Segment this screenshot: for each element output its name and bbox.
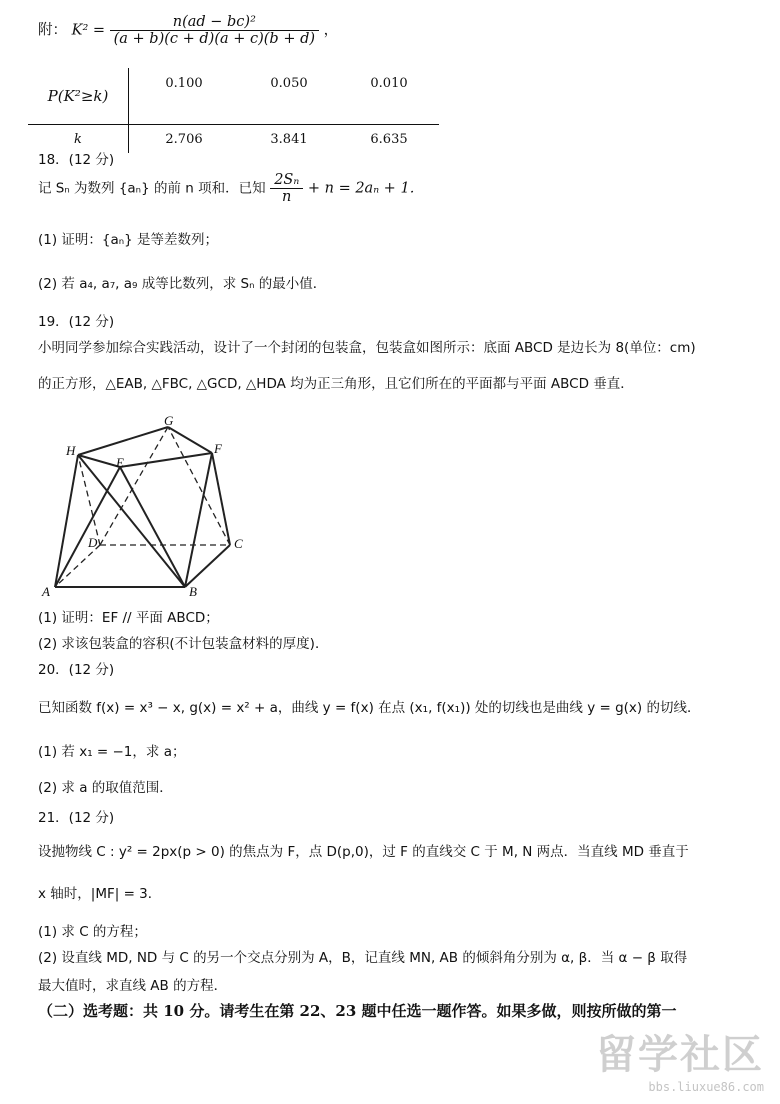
vertex-label-b: B [189, 584, 197, 599]
k2-formula [38, 14, 338, 47]
formula-numerator: n(ad − bc)² [110, 14, 319, 31]
formula-lhs: K² = [71, 22, 106, 39]
packaging-box-figure [40, 415, 280, 600]
q19-part2: (2) 求该包装盒的容积(不计包装盒材料的厚度)． [38, 636, 329, 652]
q21-header: 21．(12 分) [38, 810, 115, 826]
q18-header: 18．(12 分) [38, 152, 115, 168]
q18-part1: (1) 证明：{aₙ} 是等差数列； [38, 232, 219, 248]
vertex-label-f: F [214, 441, 222, 456]
q18-part2: (2) 若 a₄, a₇, a₉ 成等比数列，求 Sₙ 的最小值． [38, 276, 327, 292]
formula-fraction [110, 14, 319, 47]
watermark-url: bbs.liuxue86.com [648, 1080, 764, 1094]
q18-frac-den: n [282, 189, 292, 205]
q19-stem-2: 的正方形，△EAB, △FBC, △GCD, △HDA 均为正三角形，且它们所在的平面都与平面 ABCD 垂直． [38, 376, 634, 392]
table-cell: 0.010 [370, 76, 408, 91]
q21-stem-2: x 轴时，|MF| = 3． [38, 886, 162, 902]
site-watermark [596, 1023, 764, 1094]
appendix-lead: 附： [38, 22, 67, 39]
table-cell: 0.050 [270, 76, 308, 91]
vertex-label-h: H [66, 443, 76, 458]
critical-value-table [28, 68, 439, 153]
q18-stem-a: 记 Sₙ 为数列 {aₙ} 的前 n 项和．已知 [38, 180, 266, 197]
vertex-label-d: D [88, 535, 98, 550]
q20-stem: 已知函数 f(x) = x³ − x, g(x) = x² + a，曲线 y = f(x) 在点 (x₁, f(x₁)) 处的切线也是曲线 y = g(x) 的切线． [38, 700, 701, 716]
q21-stem-1: 设抛物线 C : y² = 2px(p > 0) 的焦点为 F，点 D(p,0)，过 F 的直线交 C 于 M, N 两点．当直线 MD 垂直于 [38, 844, 689, 860]
q20-header: 20．(12 分) [38, 662, 115, 678]
watermark-logo: 留学社区 [596, 1032, 764, 1078]
formula-denominator: (a + b)(c + d)(a + c)(b + d) [113, 31, 316, 47]
table-row-head-k: k [28, 125, 129, 154]
q21-part1: (1) 求 C 的方程； [38, 924, 147, 940]
q18-fraction [270, 172, 303, 205]
q21-part2-a: (2) 设直线 MD, ND 与 C 的另一个交点分别为 A，B，记直线 MN, AB 的倾斜角分别为 α, β．当 α − β 取得 [38, 950, 688, 966]
table-cell: 2.706 [165, 131, 203, 147]
q18-stem-b: + n = 2aₙ + 1． [307, 180, 425, 197]
table-cell: 0.100 [165, 76, 203, 91]
appendix-tail: ， [323, 22, 339, 39]
vertex-label-g: G [164, 415, 174, 428]
vertex-label-a: A [42, 584, 50, 599]
q20-part2: (2) 求 a 的取值范围． [38, 780, 173, 796]
vertex-label-e: E [116, 455, 124, 470]
vertex-label-c: C [234, 536, 243, 551]
table-cell: 3.841 [270, 131, 308, 147]
q18-stem [38, 172, 424, 205]
q18-frac-num: 2Sₙ [270, 172, 303, 189]
q19-stem-1: 小明同学参加综合实践活动，设计了一个封闭的包装盒，包装盒如图所示：底面 ABCD 是边长为 8(单位：cm) [38, 340, 696, 356]
q19-part1: (1) 证明：EF // 平面 ABCD； [38, 610, 219, 626]
table-row-head-p: P(K²≥k) [28, 68, 129, 125]
section-2-heading: （二）选考题：共 10 分。请考生在第 22、23 题中任选一题作答。如果多做，则按所做的第一 [38, 1002, 677, 1020]
table-cell: 6.635 [370, 131, 408, 147]
q19-header: 19．(12 分) [38, 314, 115, 330]
q20-part1: (1) 若 x₁ = −1，求 a； [38, 744, 186, 760]
q21-part2-b: 最大值时，求直线 AB 的方程． [38, 978, 228, 994]
